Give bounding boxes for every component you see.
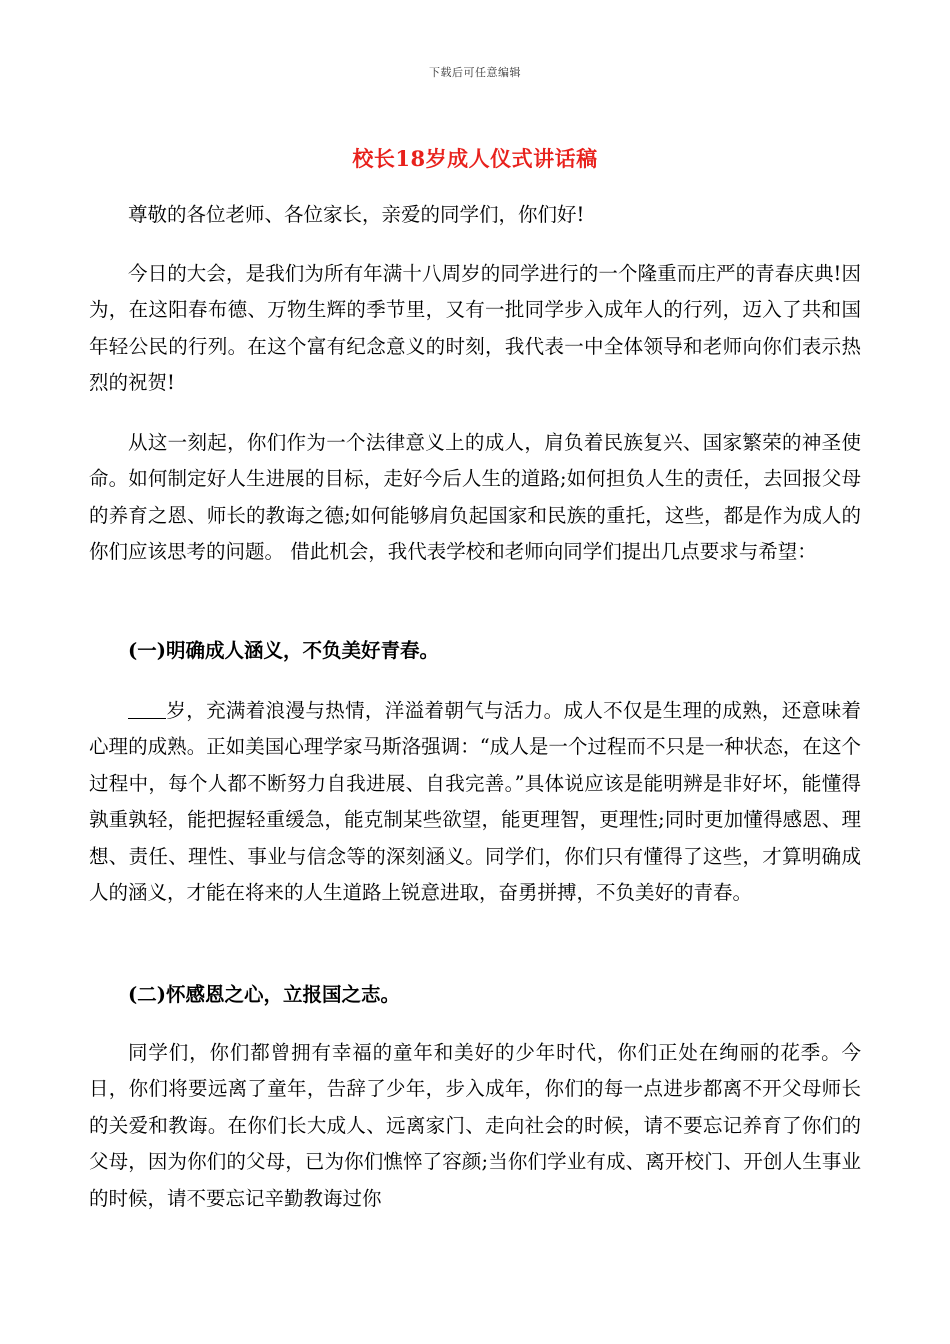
section-2-heading: (二)怀感恩之心，立报国之志。 bbox=[128, 983, 400, 1006]
paragraph-3 bbox=[89, 693, 861, 911]
paragraph-4: 同学们，你们都曾拥有幸福的童年和美好的少年时代，你们正处在绚丽的花季。今日，你们将要远离了童年，告辞了少年，步入成年，你们的每一点进步都离不开父母师长的关爱和教诲。在你们长大成人、远离家门、走向社会的时候，请不要忘记养育了你们的父母，因为你们的父母，已为你们憔悴了容颜;当你们学业有成、离开校门、开创人生事业的时候，请不要忘记辛勤教诲过你 bbox=[89, 1041, 861, 1210]
greeting-paragraph: 尊敬的各位老师、各位家长，亲爱的同学们，你们好! bbox=[128, 203, 585, 226]
fill-in-blank bbox=[128, 698, 166, 719]
paragraph-2: 从这一刻起，你们作为一个法律意义上的成人，肩负着民族复兴、国家繁荣的神圣使命。如何制定好人生进展的目标，走好今后人生的道路;如何担负人生的责任，去回报父母的养育之恩、师长的教诲之德;如何能够肩负起国家和民族的重托，这些，都是作为成人的你们应该思考的问题。 借此机会，我代表学校和老师向同学们提出几点要求与希望： bbox=[89, 431, 861, 564]
section-1-heading: (一)明确成人涵义，不负美好青春。 bbox=[128, 639, 439, 662]
header-note: 下载后可任意编辑 bbox=[429, 66, 521, 79]
paragraph-3-text: 岁，充满着浪漫与热情，洋溢着朝气与活力。成人不仅是生理的成熟，还意味着心理的成熟。正如美国心理学家马斯洛强调：“成人是一个过程而不只是一种状态，在这个过程中，每个人都不断努力自我进展、自我完善。”具体说应该是能明辨是非好坏，能懂得孰重孰轻，能把握轻重缓急，能克制某些欲望，能更理智，更理性;同时更加懂得感恩、理想、责任、理性、事业与信念等的深刻涵义。同学们，你们只有懂得了这些，才算明确成人的涵义，才能在将来的人生道路上锐意进取，奋勇拼搏，不负美好的青春。 bbox=[89, 699, 861, 905]
document-title: 校长18岁成人仪式讲话稿 bbox=[352, 146, 598, 171]
paragraph-1: 今日的大会，是我们为所有年满十八周岁的同学进行的一个隆重而庄严的青春庆典!因为，在这阳春布德、万物生辉的季节里，又有一批同学步入成年人的行列，迈入了共和国年轻公民的行列。在这个富有纪念意义的时刻，我代表一中全体领导和老师向你们表示热烈的祝贺! bbox=[89, 262, 861, 395]
